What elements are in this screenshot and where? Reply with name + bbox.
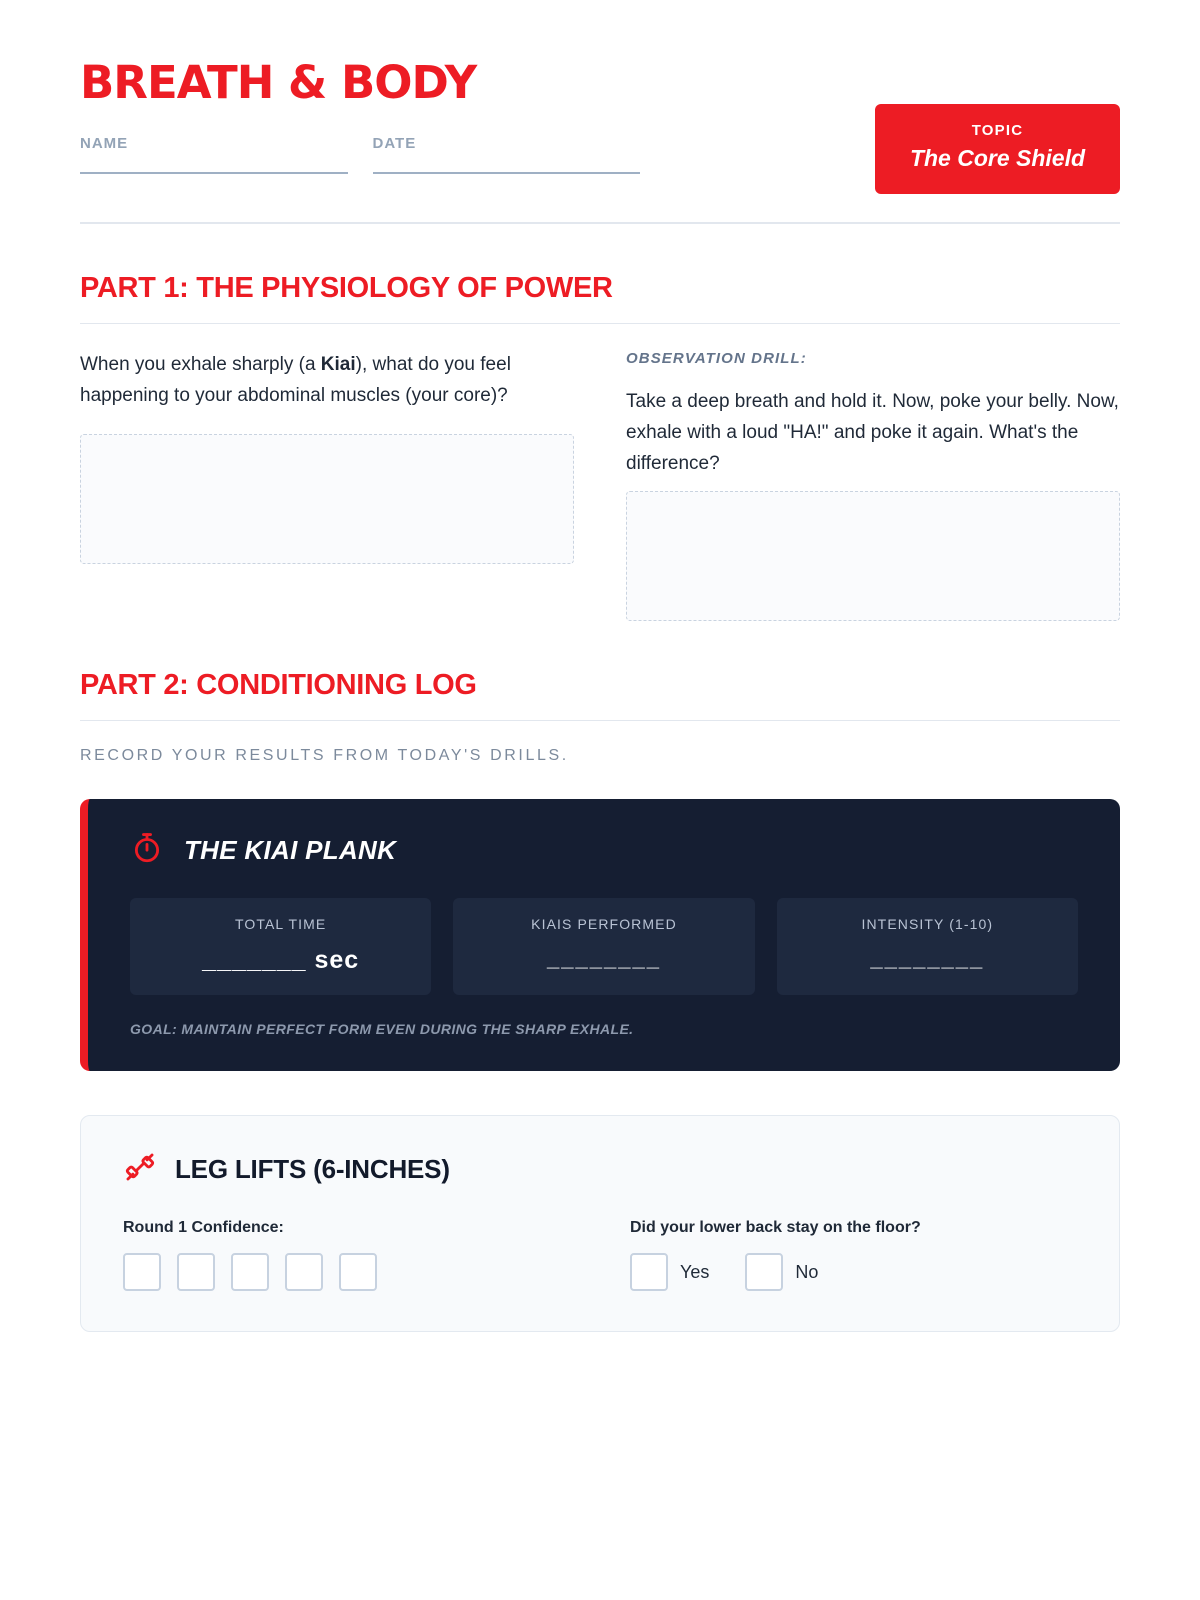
confidence-checkbox-5[interactable] (339, 1253, 377, 1291)
part1-drill-answer-box[interactable] (626, 491, 1120, 621)
confidence-column (123, 1219, 570, 1291)
leg-lifts-body (123, 1219, 1077, 1291)
confidence-checkbox-2[interactable] (177, 1253, 215, 1291)
part2-instruction: RECORD YOUR RESULTS FROM TODAY'S DRILLS. (80, 747, 569, 765)
part1-columns (80, 350, 1120, 621)
yes-no-row (630, 1253, 1077, 1291)
yes-option[interactable] (630, 1253, 709, 1291)
date-input[interactable] (373, 152, 641, 166)
part1-question-column (80, 350, 574, 621)
stopwatch-icon (130, 831, 164, 870)
stat-intensity-value: ________ (870, 946, 985, 972)
confidence-checkbox-1[interactable] (123, 1253, 161, 1291)
part1-divider (80, 323, 1120, 324)
question-term: Kiai (320, 354, 356, 375)
part1-drill-column (626, 350, 1120, 621)
page-header (80, 56, 1120, 194)
header-divider (80, 222, 1120, 224)
name-input[interactable] (80, 152, 348, 166)
name-field[interactable] (80, 135, 348, 174)
name-label: NAME (80, 135, 129, 152)
kiai-plank-card (80, 799, 1120, 1071)
back-question-column (630, 1219, 1077, 1291)
leg-lifts-title: LEG LIFTS (6-INCHES) (175, 1154, 450, 1185)
confidence-label: Round 1 Confidence: (123, 1219, 284, 1237)
observation-drill-label: OBSERVATION DRILL: (626, 350, 807, 367)
no-label: No (795, 1261, 819, 1282)
leg-lifts-header (123, 1150, 1077, 1189)
stat-total-time-value: _______ sec (202, 946, 360, 975)
confidence-checkbox-4[interactable] (285, 1253, 323, 1291)
name-date-fields (80, 135, 640, 174)
part2-section (80, 669, 1120, 1332)
date-field[interactable] (373, 135, 641, 174)
no-option[interactable] (745, 1253, 818, 1291)
part1-answer-box[interactable] (80, 434, 574, 564)
kiai-plank-title: THE KIAI PLANK (184, 835, 397, 866)
part1-section (80, 272, 1120, 621)
stat-intensity-label: INTENSITY (1-10) (861, 916, 994, 933)
topic-label: TOPIC (971, 122, 1024, 139)
stat-kiais-performed[interactable] (453, 898, 754, 995)
kiai-plank-header (130, 831, 1078, 870)
question-text-post: ), what do you feel happening to your abdominal muscles (your core)? (80, 354, 511, 406)
topic-badge (875, 104, 1120, 194)
stat-kiais-performed-label: KIAIS PERFORMED (531, 916, 677, 933)
observation-drill-text: Take a deep breath and hold it. Now, poke your belly. Now, exhale with a loud "HA!" and poke it again. What's the difference? (626, 391, 1119, 474)
stat-total-time-label: TOTAL TIME (234, 916, 327, 933)
part1-question (80, 350, 574, 412)
stat-intensity[interactable] (777, 898, 1078, 995)
part2-divider (80, 720, 1120, 721)
back-question-label: Did your lower back stay on the floor? (630, 1219, 921, 1237)
yes-label: Yes (680, 1261, 710, 1282)
kiai-plank-stats (130, 898, 1078, 995)
part2-title: PART 2: CONDITIONING LOG (80, 669, 477, 702)
page-title: BREATH & BODY (80, 56, 477, 109)
dumbbell-icon (123, 1150, 157, 1189)
yes-checkbox[interactable] (630, 1253, 668, 1291)
stat-kiais-performed-value: ________ (547, 946, 661, 972)
part1-title: PART 1: THE PHYSIOLOGY OF POWER (80, 272, 613, 304)
confidence-checkbox-row (123, 1253, 570, 1291)
header-left (80, 56, 875, 174)
confidence-checkbox-3[interactable] (231, 1253, 269, 1291)
leg-lifts-card (80, 1115, 1120, 1332)
date-label: DATE (372, 135, 417, 152)
question-text-pre: When you exhale sharply (a (80, 354, 321, 375)
stat-total-time[interactable] (130, 898, 431, 995)
no-checkbox[interactable] (745, 1253, 783, 1291)
topic-value: The Core Shield (909, 145, 1086, 171)
kiai-plank-goal: GOAL: MAINTAIN PERFECT FORM EVEN DURING THE SHARP EXHALE. (130, 1021, 634, 1038)
